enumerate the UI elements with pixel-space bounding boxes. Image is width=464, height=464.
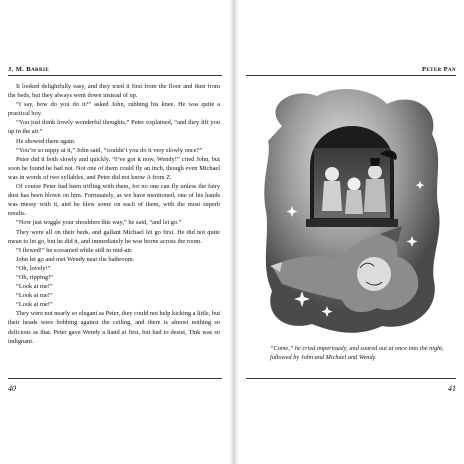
paragraph: “I flewed!” he screamed while still in mid-air.: [16, 246, 133, 254]
left-running-head: J. M. Barrie: [8, 66, 50, 73]
illustration-caption: “Come,” he cried imperiously, and soared out at once into the night, followed by John and Michael and Wendy.: [270, 345, 444, 361]
paragraph: “You’re so nippy at it,” John said, “couldn’t you do it very slowly once?”: [16, 146, 203, 154]
book-gutter: [229, 0, 239, 464]
right-running-head: Peter Pan: [421, 66, 456, 73]
left-page-number: 40: [8, 384, 16, 393]
paragraph: They were not nearly so elegant as Peter, they could not help kicking a little, but their heads were bobbing against the ceiling, and there is almost nothing so delicious as that. Peter gave Wendy a hand at first, but had to desist, Tink was so indignant.: [8, 310, 220, 345]
paragraph: It looked delightfully easy, and they tried it first from the floor and then from the beds, but they always went down instead of up.: [8, 83, 220, 100]
paragraph: “Now just wiggle your shoulders this way,” he said, “and let go.”: [16, 219, 182, 227]
paragraph: “Oh, ripping!”: [16, 273, 53, 281]
paragraph: They were all on their beds, and gallant Michael let go first. He did not quite mean to let go, but he did it, and immediately he was borne across the room.: [8, 228, 220, 245]
paragraph: “I say, how do you do it?” asked John, rubbing his knee. He was quite a practical boy.: [8, 101, 220, 118]
paragraph: “Look at me!”: [16, 301, 53, 309]
paragraph: He showed them again.: [16, 137, 76, 145]
left-page-text: [8, 82, 220, 374]
paragraph: Peter did it both slowly and quickly. “I’ve got it now, Wendy!” cried John, but soon he found he had not. Not one of them could fly an inch, though even Michael was in words of two syllables, and Peter did not know A from Z.: [8, 155, 220, 181]
paragraph: Of course Peter had been trifling with them, for no one can fly unless the fairy dust has been blown on him. Fortunately, as we have mentioned, one of his hands was messy with it, and he blew some on each of them, with the most superb results.: [8, 183, 220, 218]
paragraph: “You just think lovely wonderful thoughts,” Peter explained, “and they lift you up in the air.”: [8, 119, 220, 136]
paragraph: “Look at me!”: [16, 283, 53, 291]
right-footer-rule: [246, 378, 456, 379]
left-header-rule: [8, 75, 222, 76]
paragraph: “Oh, lovely!”: [16, 264, 51, 272]
right-page-number: 41: [448, 384, 456, 393]
paragraph: “Look at me!”: [16, 292, 53, 300]
right-header-rule: [246, 75, 456, 76]
paragraph: John let go and met Wendy near the bathroom.: [16, 255, 135, 263]
left-footer-rule: [8, 378, 222, 379]
illustration-peter-flying: [262, 86, 442, 336]
